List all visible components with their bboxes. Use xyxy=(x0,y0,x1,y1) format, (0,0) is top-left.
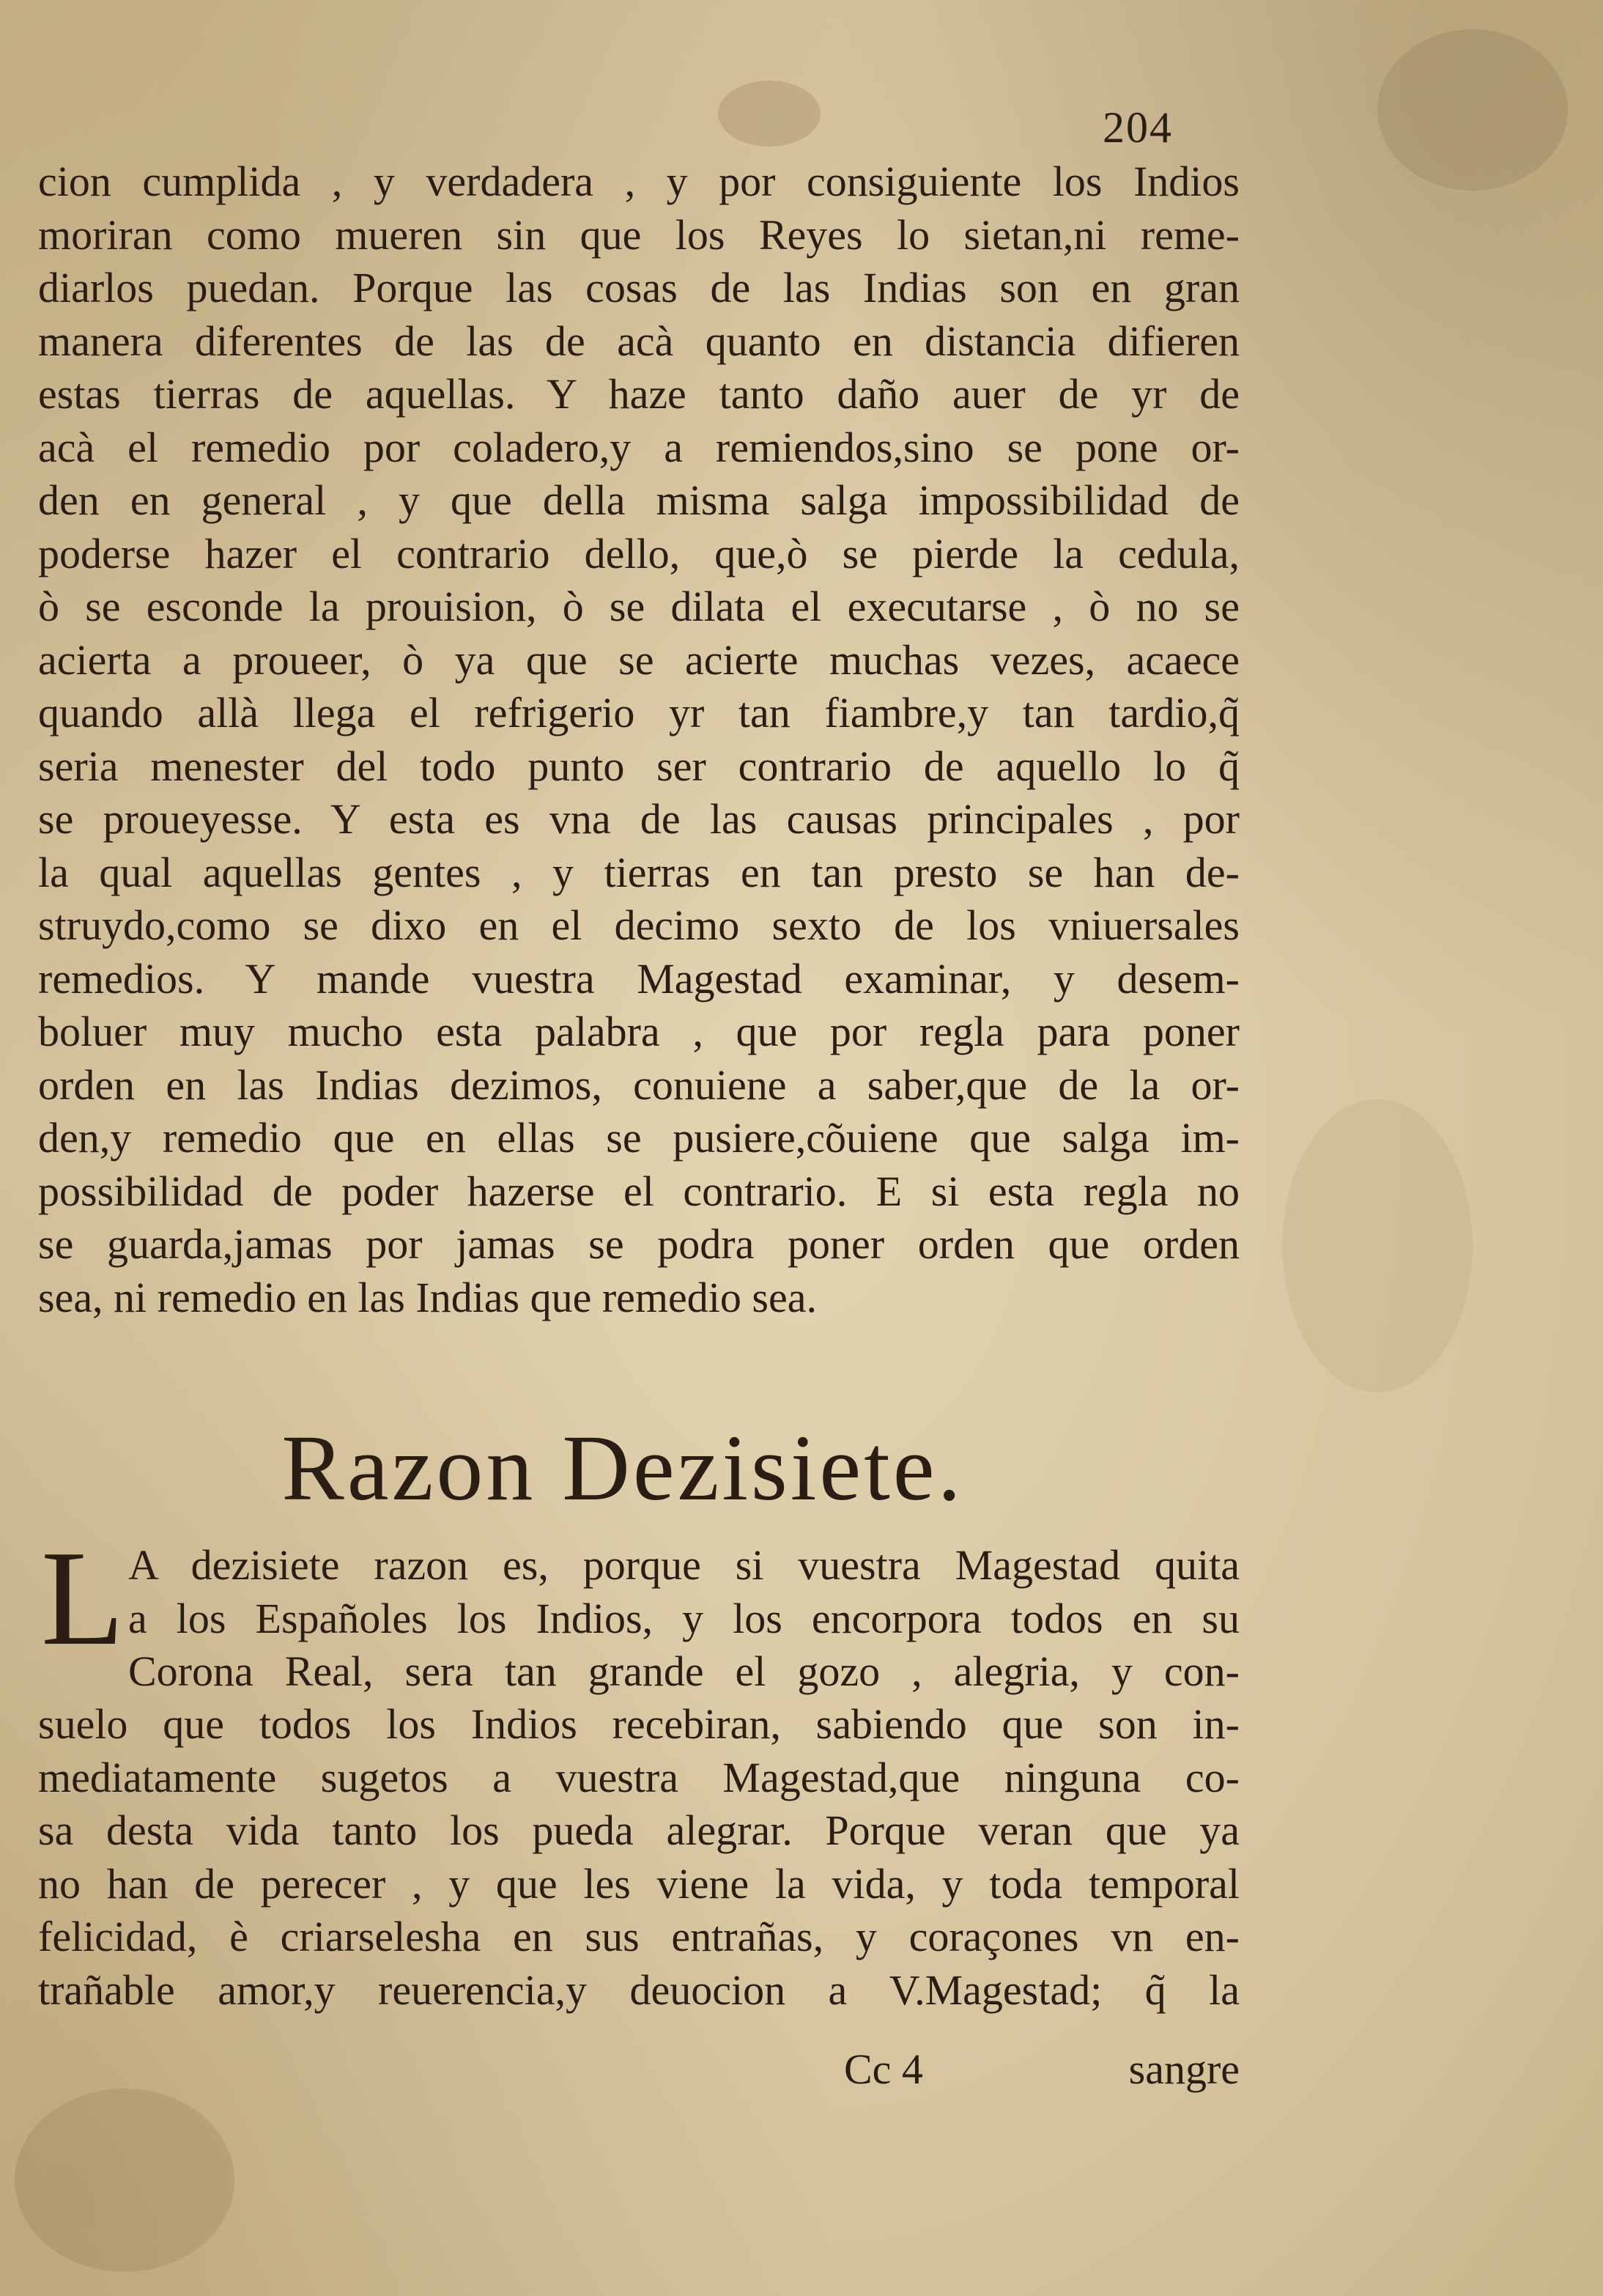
text-line: acà el remedio por coladero,y a remiendos,sino se pone or- xyxy=(38,423,1240,471)
text-line: diarlos puedan. Porque las cosas de las Indias son en gran xyxy=(38,264,1240,311)
text-line: moriran como mueren sin que los Reyes lo sietan,ni reme- xyxy=(38,210,1240,259)
text-line: felicidad, è criarselesha en sus entrañas, y coraçones vn en- xyxy=(38,1913,1240,1960)
text-line: se guarda,jamas por jamas se podra poner orden que orden xyxy=(38,1220,1240,1268)
folio-number: 204 xyxy=(1103,103,1173,152)
text-line: possibilidad de poder hazerse el contrario. E si esta regla no xyxy=(38,1167,1240,1215)
signature-mark: Cc 4 xyxy=(844,2045,923,2093)
section-heading: Razon Dezisiete. xyxy=(281,1416,964,1520)
text-line: se proueyesse. Y esta es vna de las causas principales , por xyxy=(38,795,1240,843)
page-footer xyxy=(38,2045,1240,2103)
paper-stain xyxy=(1282,1099,1473,1392)
text-line: cion cumplida , y verdadera , y por consiguiente los Indios xyxy=(38,158,1240,205)
text-line: acierta a proueer, ò ya que se acierte muchas vezes, acaece xyxy=(38,635,1240,684)
text-line: struydo,como se dixo en el decimo sexto de los vniuersales xyxy=(38,901,1240,949)
text-line: trañable amor,y reuerencia,y deuocion a V.Magestad; q̃ la xyxy=(38,1965,1240,2014)
paper-stain xyxy=(718,81,821,147)
body-text-top xyxy=(38,155,1240,1324)
text-line: remedios. Y mande vuestra Magestad examinar, y desem- xyxy=(38,954,1240,1003)
text-line: ò se esconde la prouision, ò se dilata el executarse , ò no se xyxy=(38,583,1240,630)
text-line: seria menester del todo punto ser contrario de aquello lo q̃ xyxy=(38,742,1240,790)
text-line: mediatamente sugetos a vuestra Magestad,que ninguna co- xyxy=(38,1753,1240,1801)
text-line: no han de perecer , y que les viene la vida, y toda temporal xyxy=(38,1859,1240,1908)
text-line: quando allà llega el refrigerio yr tan fiambre,y tan tardio,q̃ xyxy=(38,689,1240,737)
text-line: den,y remedio que en ellas se pusiere,cõuiene que salga im- xyxy=(38,1114,1240,1162)
paper-stain xyxy=(15,2089,234,2272)
text-line: boluer muy mucho esta palabra , que por regla para poner xyxy=(38,1008,1240,1055)
body-text-bottom xyxy=(38,1698,1240,2017)
text-line: manera diferentes de las de acà quanto en distancia difieren xyxy=(38,317,1240,365)
paper-stain xyxy=(1377,29,1568,191)
text-line: orden en las Indias dezimos, conuiene a saber,que de la or- xyxy=(38,1060,1240,1109)
text-line: a los Españoles los Indios, y los encorpora todos en su xyxy=(128,1594,1240,1642)
text-line: sea, ni remedio en las Indias que remedio sea. xyxy=(38,1273,817,1321)
text-line: suelo que todos los Indios recebiran, sabiendo que son in- xyxy=(38,1700,1240,1748)
text-line: estas tierras de aquellas. Y haze tanto daño auer de yr de xyxy=(38,370,1240,418)
text-line: den en general , y que della misma salga impossibilidad de xyxy=(38,476,1240,524)
text-line: poderse hazer el contrario dello, que,ò se pierde la cedula, xyxy=(38,529,1240,577)
text-line: Corona Real, sera tan grande el gozo , alegria, y con- xyxy=(128,1647,1240,1695)
body-text-indented xyxy=(128,1539,1240,1699)
text-line: la qual aquellas gentes , y tierras en tan presto se han de- xyxy=(38,848,1240,896)
catchword: sangre xyxy=(1128,2045,1240,2093)
text-line: A dezisiete razon es, porque si vuestra Magestad quita xyxy=(128,1541,1240,1589)
text-line: sa desta vida tanto los pueda alegrar. Porque veran que ya xyxy=(38,1806,1240,1854)
drop-cap: L xyxy=(41,1523,125,1674)
